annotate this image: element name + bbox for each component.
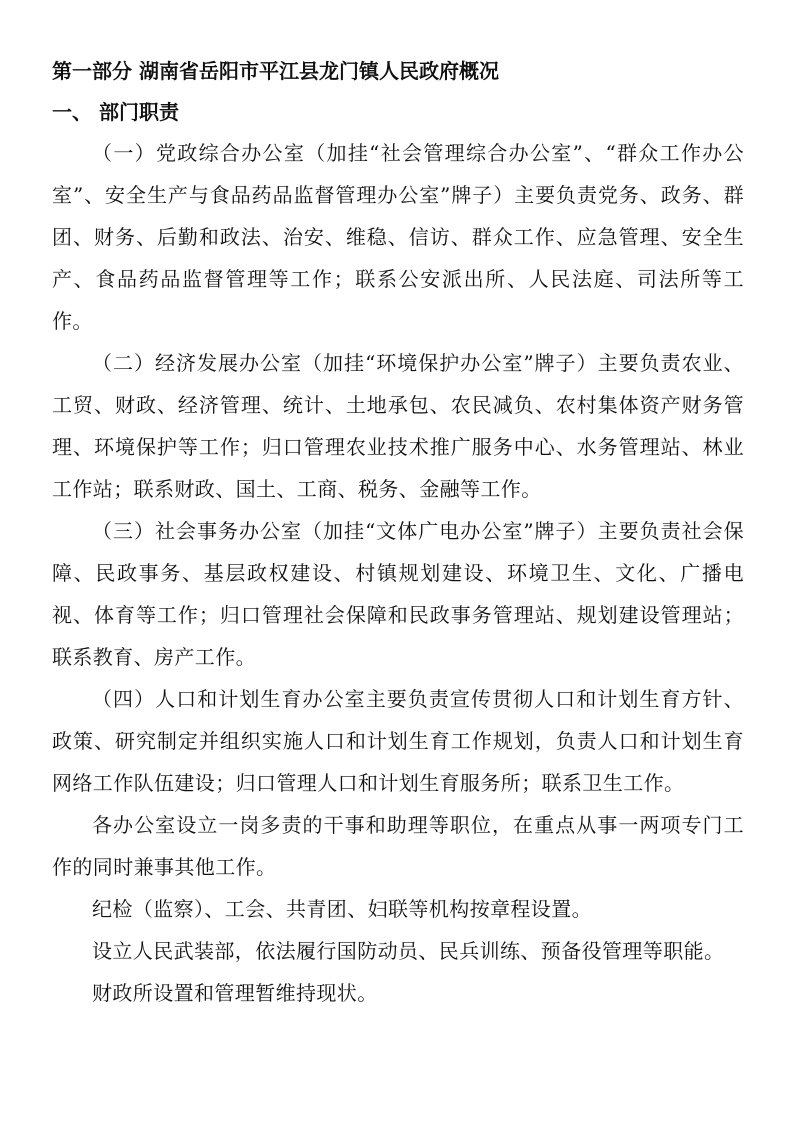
document-title: 第一部分 湖南省岳阳市平江县龙门镇人民政府概况	[52, 59, 499, 83]
paragraph-party-office: （一）党政综合办公室（加挂“社会管理综合办公室”、“群众工作办公室”、安全生产与食品药品监督管理办公室”牌子）主要负责党务、政务、群团、财务、后勤和政法、治安、维稳、信访、群众工作、应急管理、安全生产、食品药品监督管理等工作；联系公安派出所、人民法庭、司法所等工作。	[52, 141, 744, 333]
paragraph-social-affairs-office: （三）社会事务办公室（加挂“文体广电办公室”牌子）主要负责社会保障、民政事务、基层政权建设、村镇规划建设、环境卫生、文化、广播电视、体育等工作；归口管理社会保障和民政事务管理站、规划建设管理站；联系教育、房产工作。	[52, 519, 744, 669]
document-body	[52, 132, 744, 1014]
paragraph-armed-forces: 设立人民武装部，依法履行国防动员、民兵训练、预备役管理等职能。	[92, 939, 725, 963]
paragraph-finance-office: 财政所设置和管理暂维持现状。	[92, 981, 378, 1005]
section-heading: 一、 部门职责	[52, 100, 179, 124]
paragraph-organizations: 纪检（监察）、工会、共青团、妇联等机构按章程设置。	[92, 897, 592, 921]
paragraph-family-planning-office: （四）人口和计划生育办公室主要负责宣传贯彻人口和计划生育方针、政策、研究制定并组织实施人口和计划生育工作规划，负责人口和计划生育网络工作队伍建设；归口管理人口和计划生育服务所；联系卫生工作。	[52, 687, 744, 795]
paragraph-office-positions: 各办公室设立一岗多责的干事和助理等职位，在重点从事一两项专门工作的同时兼事其他工作。	[52, 813, 744, 879]
paragraph-economic-office: （二）经济发展办公室（加挂“环境保护办公室”牌子）主要负责农业、工贸、财政、经济管理、统计、土地承包、农民减负、农村集体资产财务管理、环境保护等工作；归口管理农业技术推广服务中心、水务管理站、林业工作站；联系财政、国土、工商、税务、金融等工作。	[52, 351, 744, 501]
